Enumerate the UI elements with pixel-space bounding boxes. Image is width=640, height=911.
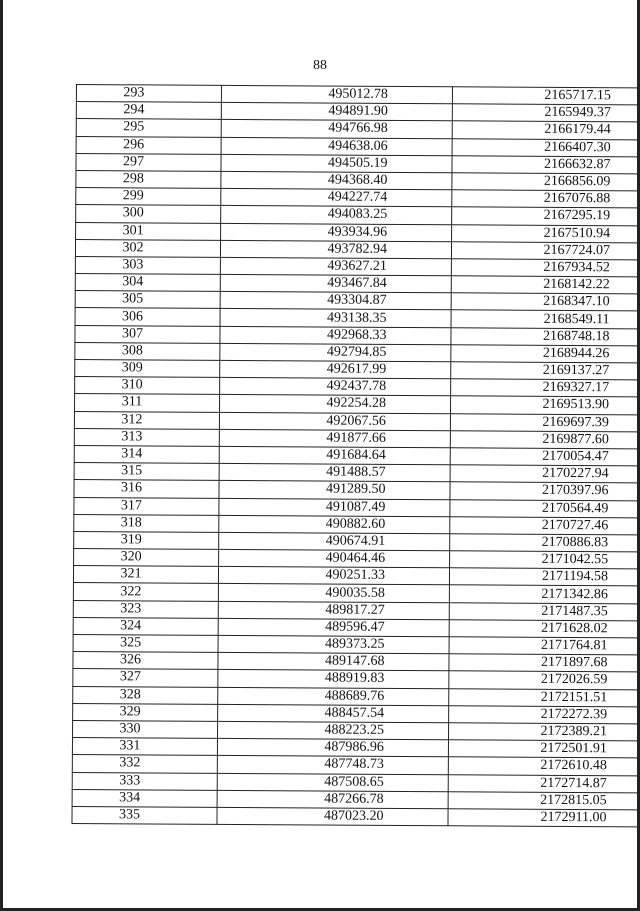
point-number-cell: 332	[72, 755, 217, 773]
x-coordinate-cell: 489596.47	[218, 618, 449, 637]
x-coordinate-cell: 492794.85	[220, 343, 451, 362]
point-number-cell: 312	[74, 411, 219, 429]
coordinate-table	[71, 84, 640, 828]
y-coordinate-cell: 2167295.19	[452, 207, 640, 225]
point-number-cell: 296	[76, 136, 221, 154]
y-coordinate-cell: 2165949.37	[452, 104, 640, 122]
point-number-cell: 335	[72, 806, 217, 824]
x-coordinate-cell: 487986.96	[217, 739, 448, 758]
y-coordinate-cell: 2172815.05	[448, 791, 640, 809]
point-number-cell: 313	[74, 428, 219, 446]
y-coordinate-cell: 2170727.46	[450, 516, 640, 534]
y-coordinate-cell: 2172911.00	[448, 809, 640, 827]
point-number-cell: 319	[74, 531, 219, 549]
x-coordinate-cell: 490035.58	[218, 584, 449, 603]
x-coordinate-cell: 492254.28	[219, 395, 450, 414]
point-number-cell: 329	[73, 703, 218, 721]
y-coordinate-cell: 2168748.18	[451, 327, 640, 345]
x-coordinate-cell: 490674.91	[219, 532, 450, 551]
page-number: 88	[313, 58, 327, 73]
point-number-cell: 309	[75, 359, 220, 377]
x-coordinate-cell: 492968.33	[220, 326, 451, 345]
y-coordinate-cell: 2168142.22	[451, 276, 640, 294]
y-coordinate-cell: 2167934.52	[451, 259, 640, 277]
point-number-cell: 293	[76, 85, 221, 103]
y-coordinate-cell: 2172389.21	[449, 723, 640, 741]
point-number-cell: 317	[74, 497, 219, 515]
x-coordinate-cell: 494227.74	[221, 189, 452, 208]
x-coordinate-cell: 493138.35	[220, 309, 451, 328]
point-number-cell: 316	[74, 480, 219, 498]
y-coordinate-cell: 2172610.48	[448, 757, 640, 775]
y-coordinate-cell: 2169697.39	[450, 413, 640, 431]
point-number-cell: 310	[75, 377, 220, 395]
x-coordinate-cell: 494891.90	[221, 103, 452, 122]
scan-border-left	[0, 0, 3, 911]
y-coordinate-cell: 2169513.90	[450, 396, 640, 414]
point-number-cell: 314	[74, 445, 219, 463]
x-coordinate-cell: 487266.78	[217, 790, 448, 809]
x-coordinate-cell: 492437.78	[220, 378, 451, 397]
y-coordinate-cell: 2169327.17	[451, 379, 640, 397]
x-coordinate-cell: 488919.83	[218, 670, 449, 689]
point-number-cell: 323	[73, 600, 218, 618]
point-number-cell: 325	[73, 634, 218, 652]
x-coordinate-cell: 487748.73	[217, 756, 448, 775]
x-coordinate-cell: 494766.98	[221, 120, 452, 139]
point-number-cell: 320	[74, 549, 219, 567]
y-coordinate-cell: 2171628.02	[449, 620, 640, 638]
point-number-cell: 326	[73, 652, 218, 670]
x-coordinate-cell: 488457.54	[218, 704, 449, 723]
x-coordinate-cell: 494505.19	[221, 154, 452, 173]
y-coordinate-cell: 2170886.83	[450, 534, 640, 552]
y-coordinate-cell: 2172501.91	[448, 740, 640, 758]
x-coordinate-cell: 494083.25	[221, 206, 452, 225]
y-coordinate-cell: 2171487.35	[449, 602, 640, 620]
x-coordinate-cell: 490882.60	[219, 515, 450, 534]
point-number-cell: 306	[75, 308, 220, 326]
x-coordinate-cell: 493782.94	[220, 240, 451, 259]
x-coordinate-cell: 489147.68	[218, 653, 449, 672]
y-coordinate-cell: 2172714.87	[448, 774, 640, 792]
x-coordinate-cell: 491289.50	[219, 481, 450, 500]
y-coordinate-cell: 2170564.49	[450, 499, 640, 517]
point-number-cell: 328	[73, 686, 218, 704]
y-coordinate-cell: 2171042.55	[450, 551, 640, 569]
point-number-cell: 333	[72, 772, 217, 790]
y-coordinate-cell: 2169877.60	[450, 431, 640, 449]
x-coordinate-cell: 494638.06	[221, 137, 452, 156]
point-number-cell: 299	[76, 188, 221, 206]
point-number-cell: 301	[76, 222, 221, 240]
y-coordinate-cell: 2170054.47	[450, 448, 640, 466]
x-coordinate-cell: 492617.99	[220, 360, 451, 379]
y-coordinate-cell: 2168944.26	[451, 345, 640, 363]
point-number-cell: 330	[73, 720, 218, 738]
point-number-cell: 311	[75, 394, 220, 412]
x-coordinate-cell: 493467.84	[220, 274, 451, 293]
y-coordinate-cell: 2166407.30	[452, 138, 640, 156]
x-coordinate-cell: 492067.56	[219, 412, 450, 431]
x-coordinate-cell: 489373.25	[218, 635, 449, 654]
x-coordinate-cell: 491684.64	[219, 446, 450, 465]
y-coordinate-cell: 2165717.15	[452, 87, 640, 105]
y-coordinate-cell: 2170227.94	[450, 465, 640, 483]
x-coordinate-cell: 487508.65	[217, 773, 448, 792]
y-coordinate-cell: 2172151.51	[449, 688, 640, 706]
point-number-cell: 303	[75, 256, 220, 274]
y-coordinate-cell: 2171194.58	[449, 568, 640, 586]
y-coordinate-cell: 2172272.39	[449, 706, 640, 724]
y-coordinate-cell: 2171342.86	[449, 585, 640, 603]
point-number-cell: 298	[76, 170, 221, 188]
x-coordinate-cell: 493304.87	[220, 292, 451, 311]
y-coordinate-cell: 2170397.96	[450, 482, 640, 500]
point-number-cell: 308	[75, 342, 220, 360]
point-number-cell: 331	[72, 738, 217, 756]
point-number-cell: 327	[73, 669, 218, 687]
point-number-cell: 324	[73, 617, 218, 635]
point-number-cell: 304	[75, 274, 220, 292]
y-coordinate-cell: 2171897.68	[449, 654, 640, 672]
y-coordinate-cell: 2166179.44	[452, 121, 640, 139]
y-coordinate-cell: 2168347.10	[451, 293, 640, 311]
y-coordinate-cell: 2167724.07	[451, 241, 640, 259]
point-number-cell: 321	[73, 566, 218, 584]
point-number-cell: 302	[75, 239, 220, 257]
x-coordinate-cell: 494368.40	[221, 171, 452, 190]
point-number-cell: 315	[74, 463, 219, 481]
y-coordinate-cell: 2168549.11	[451, 310, 640, 328]
x-coordinate-cell: 488689.76	[218, 687, 449, 706]
x-coordinate-cell: 487023.20	[217, 807, 448, 826]
x-coordinate-cell: 493627.21	[220, 257, 451, 276]
y-coordinate-cell: 2171764.81	[449, 637, 640, 655]
y-coordinate-cell: 2169137.27	[451, 362, 640, 380]
point-number-cell: 295	[76, 119, 221, 137]
x-coordinate-cell: 491087.49	[219, 498, 450, 517]
point-number-cell: 297	[76, 153, 221, 171]
point-number-cell: 307	[75, 325, 220, 343]
y-coordinate-cell: 2166632.87	[452, 156, 640, 174]
point-number-cell: 322	[73, 583, 218, 601]
x-coordinate-cell: 495012.78	[221, 85, 452, 104]
point-number-cell: 334	[72, 789, 217, 807]
x-coordinate-cell: 488223.25	[218, 721, 449, 740]
point-number-cell: 300	[76, 205, 221, 223]
x-coordinate-cell: 490464.46	[219, 549, 450, 568]
x-coordinate-cell: 489817.27	[218, 601, 449, 620]
x-coordinate-cell: 490251.33	[218, 567, 449, 586]
point-number-cell: 318	[74, 514, 219, 532]
point-number-cell: 294	[76, 102, 221, 120]
y-coordinate-cell: 2167076.88	[452, 190, 640, 208]
y-coordinate-cell: 2166856.09	[452, 173, 640, 191]
y-coordinate-cell: 2172026.59	[449, 671, 640, 689]
x-coordinate-cell: 493934.96	[221, 223, 452, 242]
point-number-cell: 305	[75, 291, 220, 309]
coordinate-table-body	[72, 85, 640, 828]
y-coordinate-cell: 2167510.94	[452, 224, 640, 242]
table-row	[72, 806, 640, 827]
x-coordinate-cell: 491488.57	[219, 464, 450, 483]
x-coordinate-cell: 491877.66	[219, 429, 450, 448]
